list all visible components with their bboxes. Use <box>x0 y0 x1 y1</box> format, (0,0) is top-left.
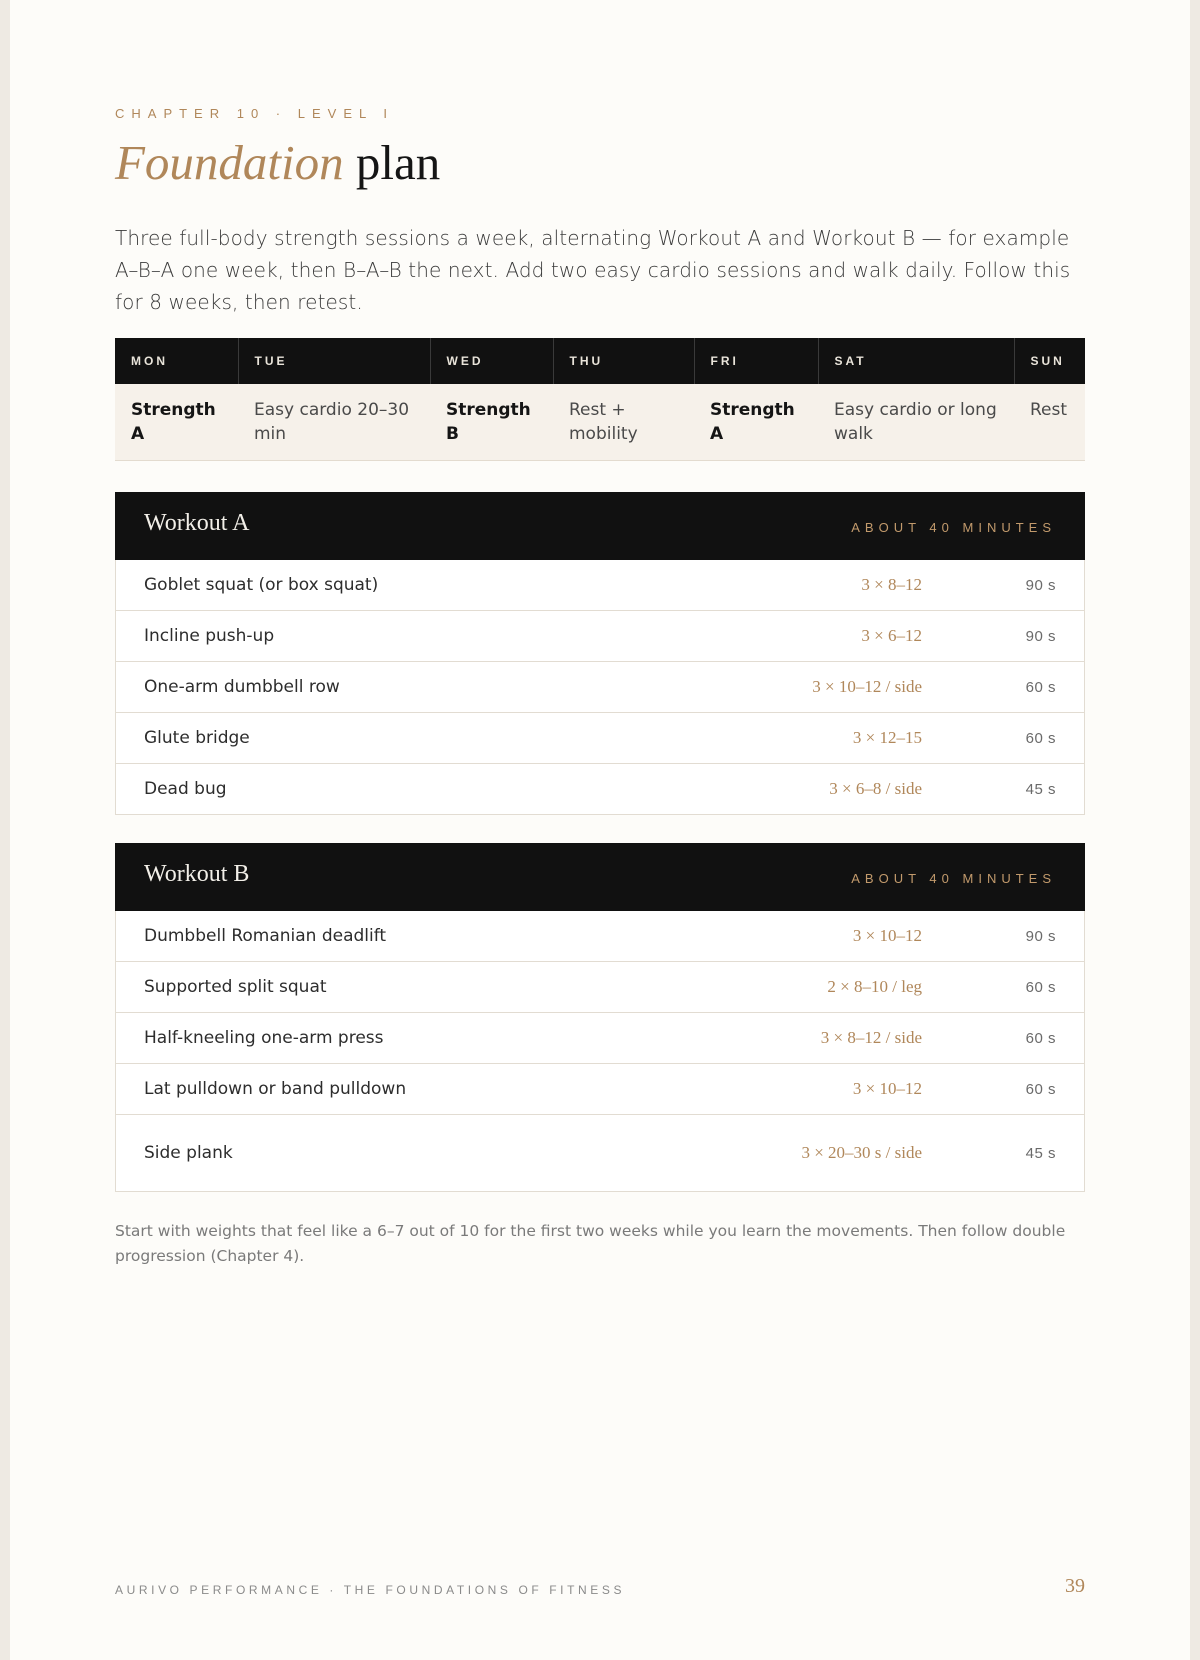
exercise-rest: 90 s <box>1025 627 1056 645</box>
weekly-schedule-table <box>115 338 1085 461</box>
exercise-rest: 90 s <box>1025 576 1056 594</box>
exercise-sets: 3 × 10–12 / side <box>812 677 922 696</box>
page-title-rest: plan <box>343 135 441 190</box>
exercise-name: Glute bridge <box>144 728 250 748</box>
workout-a-title: Workout A <box>144 510 250 536</box>
exercise-name: One-arm dumbbell row <box>144 677 340 697</box>
workout-b-header <box>115 843 1085 911</box>
exercise-name: Lat pulldown or band pulldown <box>144 1079 407 1099</box>
exercise-row <box>115 713 1085 764</box>
exercise-row <box>115 560 1085 611</box>
exercise-sets: 3 × 6–8 / side <box>829 779 922 798</box>
schedule-day-header: WED <box>430 338 553 384</box>
schedule-activity-cell: Strength A <box>115 384 238 461</box>
workout-b-title: Workout B <box>144 861 250 887</box>
exercise-sets: 3 × 6–12 <box>861 626 922 645</box>
exercise-rest: 45 s <box>1025 1144 1056 1162</box>
exercise-row <box>115 1115 1085 1192</box>
schedule-day-header: FRI <box>694 338 818 384</box>
exercise-rest: 60 s <box>1025 978 1056 996</box>
footer-publication: AURIVO PERFORMANCE · THE FOUNDATIONS OF FITNESS <box>115 1583 626 1597</box>
exercise-name: Goblet squat (or box squat) <box>144 575 379 595</box>
workout-b-card <box>115 843 1085 1192</box>
exercise-rest: 60 s <box>1025 1080 1056 1098</box>
schedule-activity-cell: Strength B <box>430 384 553 461</box>
page <box>10 0 1190 1660</box>
schedule-day-header: SAT <box>818 338 1014 384</box>
exercise-name: Dead bug <box>144 779 227 799</box>
page-title-accent: Foundation <box>115 135 344 190</box>
exercise-name: Supported split squat <box>144 977 327 997</box>
exercise-sets: 3 × 12–15 <box>852 728 922 747</box>
schedule-day-header: SUN <box>1014 338 1085 384</box>
schedule-activity-cell: Easy cardio or long walk <box>818 384 1014 461</box>
schedule-day-header: MON <box>115 338 238 384</box>
exercise-rest: 60 s <box>1025 1029 1056 1047</box>
schedule-day-header: THU <box>553 338 694 384</box>
chapter-eyebrow: CHAPTER 10 · LEVEL I <box>115 106 394 121</box>
exercise-sets: 3 × 8–12 / side <box>820 1028 922 1047</box>
workout-b-duration: ABOUT 40 MINUTES <box>851 871 1056 886</box>
schedule-header-row <box>115 338 1085 384</box>
exercise-row <box>115 962 1085 1013</box>
exercise-row <box>115 611 1085 662</box>
exercise-sets: 3 × 10–12 <box>852 1079 922 1098</box>
exercise-sets: 3 × 10–12 <box>852 926 922 945</box>
exercise-sets: 3 × 8–12 <box>861 575 922 594</box>
workout-a-card <box>115 492 1085 815</box>
exercise-name: Dumbbell Romanian deadlift <box>144 926 387 946</box>
exercise-row <box>115 764 1085 815</box>
exercise-rest: 45 s <box>1025 780 1056 798</box>
exercise-name: Side plank <box>144 1143 233 1163</box>
intro-paragraph: Three full-body strength sessions a week, alternating Workout A and Workout B — for example A–B–A one week, then B–A–B the next. Add two easy cardio sessions and walk daily. Follow this for 8 weeks, then retest. <box>115 226 1071 314</box>
exercise-row <box>115 1064 1085 1115</box>
schedule-day-header: TUE <box>238 338 430 384</box>
page-number: 39 <box>1065 1575 1085 1597</box>
schedule-activity-cell: Strength A <box>694 384 818 461</box>
page-title <box>115 133 440 193</box>
schedule-activity-cell: Rest <box>1014 384 1085 461</box>
exercise-row <box>115 662 1085 713</box>
exercise-name: Incline push-up <box>144 626 275 646</box>
exercise-rest: 60 s <box>1025 678 1056 696</box>
schedule-activity-row <box>115 384 1085 461</box>
exercise-row <box>115 911 1085 962</box>
exercise-sets: 2 × 8–10 / leg <box>827 977 922 996</box>
workout-a-duration: ABOUT 40 MINUTES <box>851 520 1056 535</box>
schedule-activity-cell: Easy cardio 20–30 min <box>238 384 430 461</box>
exercise-rest: 90 s <box>1025 927 1056 945</box>
exercise-rest: 60 s <box>1025 729 1056 747</box>
workout-a-header <box>115 492 1085 560</box>
exercise-name: Half-kneeling one-arm press <box>144 1028 384 1048</box>
exercise-sets: 3 × 20–30 s / side <box>801 1143 922 1162</box>
progression-note: Start with weights that feel like a 6–7 out of 10 for the first two weeks while you learn the movements. Then follow double progression (Chapter 4). <box>115 1222 1066 1265</box>
exercise-row <box>115 1013 1085 1064</box>
schedule-activity-cell: Rest + mobility <box>553 384 694 461</box>
